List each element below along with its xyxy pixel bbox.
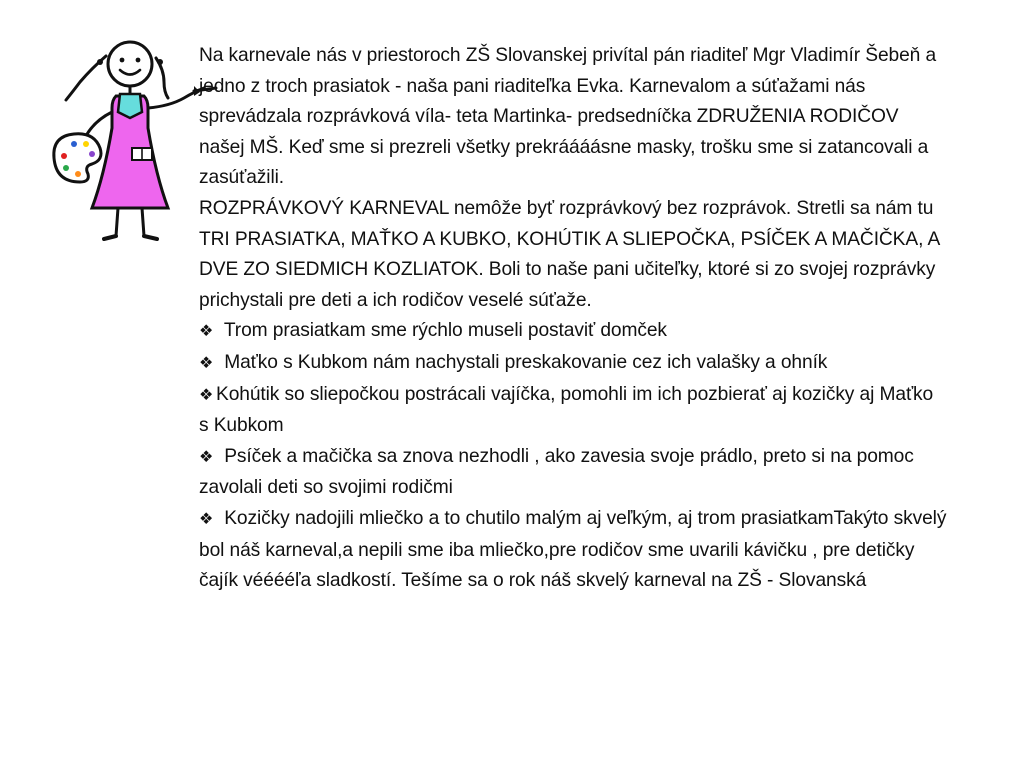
intro-paragraph: Na karnevale nás v priestoroch ZŠ Slovanskej privítal pán riaditeľ Mgr Vladimír Šebeň a jedno z troch prasiatok - naša pani riaditeľka Evka. Karnevalom a súťažami nás sprevádzala rozprávková víla- teta Martinka- predsedníčka ZDRUŽENIA RODIČOV našej MŠ. Keď sme si prezreli všetky prekráááásne masky, trošku sme si zatancovali a zasúťažili. (199, 45, 937, 189)
diamond-bullet-icon: ❖ (199, 510, 214, 528)
list-item-text: Kohútik so sliepočkou postrácali vajíčka, pomohli im ich pozbierať aj kozičky aj Maťko s Kubkom (199, 383, 934, 437)
diamond-bullet-icon: ❖ (199, 386, 214, 404)
list-item (199, 348, 947, 380)
article-text (199, 41, 947, 597)
girl-painter-icon (44, 36, 220, 248)
second-paragraph: ROZPRÁVKOVÝ KARNEVAL nemôže byť rozprávkový bez rozprávok. Stretli sa nám tu TRI PRASIATKA, MAŤKO A KUBKO, KOHÚTIK A SLIEPOČKA, PSÍČEK A MAČIČKA, A DVE ZO SIEDMICH KOZLIATOK. Boli to naše pani učiteľky, ktoré si zo svojej rozprávky prichystali pre deti a ich rodičov veselé súťaže. (199, 197, 940, 311)
list-item (199, 380, 947, 442)
diamond-bullet-icon: ❖ (199, 323, 214, 341)
diamond-bullet-icon: ❖ (199, 354, 214, 372)
list-item-text: Kozičky nadojili mliečko a to chutilo malým aj veľkým, aj trom prasiatkamTakýto skvelý bol náš karneval,a nepili sme iba mliečko,pre rodičov sme uvarili kávičku , pre detičky čajík vééééľa sladkostí. Tešíme sa o rok náš skvelý karneval na ZŠ - Slovanská (199, 507, 947, 592)
diamond-bullet-icon: ❖ (199, 448, 214, 466)
girl-painter-illustration (44, 36, 220, 248)
list-item-text: Psíček a mačička sa znova nezhodli , ako zavesia svoje prádlo, preto si na pomoc zavolali deti so svojimi rodičmi (199, 445, 914, 499)
list-item (199, 504, 947, 597)
list-item (199, 316, 947, 348)
list-item-text: Trom prasiatkam sme rýchlo museli postaviť domček (219, 320, 667, 342)
list-item (199, 442, 947, 504)
list-item-text: Maťko s Kubkom nám nachystali preskakovanie cez ich valašky a ohník (219, 351, 828, 373)
